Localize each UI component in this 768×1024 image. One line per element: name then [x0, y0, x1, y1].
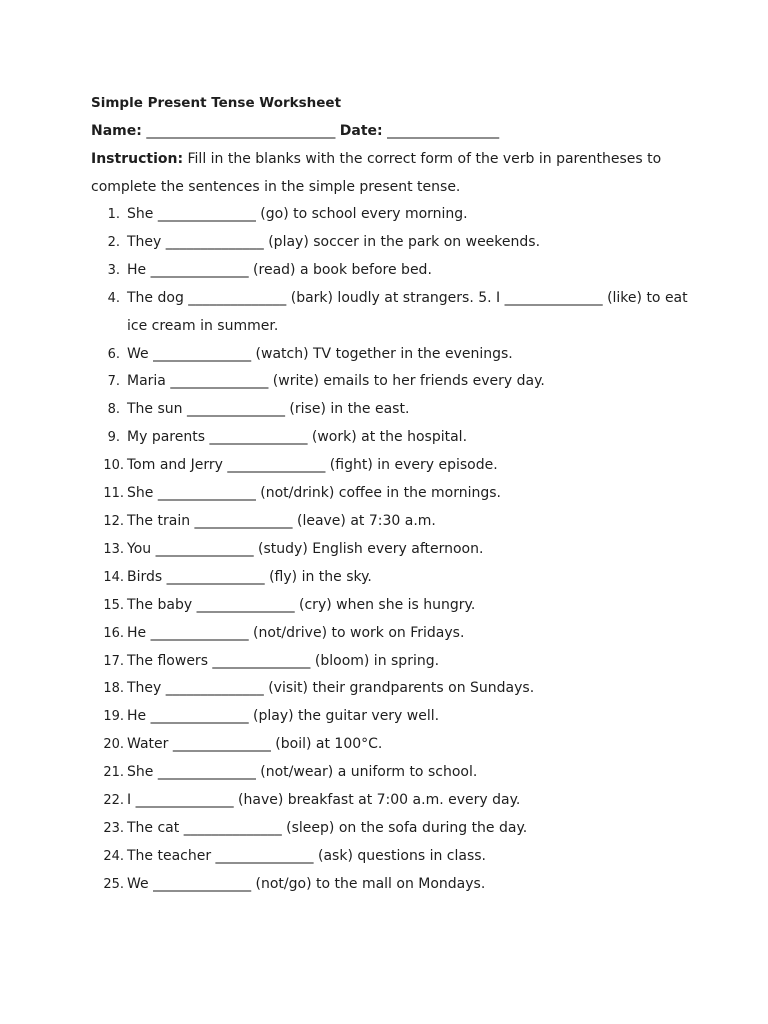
date-label: Date: — [339, 123, 383, 139]
name-date-line — [91, 117, 691, 145]
question-number: 18. — [103, 681, 124, 697]
question-number: 19. — [103, 709, 124, 725]
question-text: They ______________ (play) soccer in the park on weekends. — [127, 233, 541, 250]
question-item — [91, 815, 692, 843]
name-label: Name: — [91, 123, 142, 139]
question-number: 25. — [103, 876, 124, 892]
question-text: I ______________ (have) breakfast at 7:00 a.m. every day. — [127, 792, 521, 809]
question-number: 7. — [107, 374, 120, 390]
question-item — [91, 787, 692, 815]
question-text: We ______________ (watch) TV together in the evenings. — [127, 345, 513, 362]
worksheet-title: Simple Present Tense Worksheet — [91, 95, 342, 111]
question-number: 3. — [107, 262, 120, 278]
question-number: 21. — [103, 765, 124, 781]
question-number: 2. — [107, 234, 120, 250]
instruction-paragraph — [91, 145, 676, 201]
question-text: He ______________ (read) a book before bed. — [127, 261, 432, 278]
question-number: 13. — [103, 541, 124, 557]
question-text: The train ______________ (leave) at 7:30 a.m. — [127, 512, 436, 529]
question-number: 22. — [103, 793, 124, 809]
question-text: The sun ______________ (rise) in the east. — [127, 401, 410, 418]
question-number: 20. — [103, 737, 124, 753]
question-item — [91, 592, 692, 620]
question-text: Birds ______________ (fly) in the sky. — [127, 568, 372, 585]
question-text: He ______________ (not/drive) to work on Fridays. — [127, 624, 465, 641]
question-text: My parents ______________ (work) at the hospital. — [127, 429, 468, 446]
question-item — [91, 368, 692, 396]
question-item — [91, 731, 692, 759]
question-text: She ______________ (not/wear) a uniform to school. — [127, 764, 478, 781]
question-text: Water ______________ (boil) at 100°C. — [127, 736, 383, 753]
question-item — [91, 257, 692, 285]
question-item — [91, 341, 692, 369]
date-blank: ________________ — [387, 123, 500, 139]
question-item — [91, 480, 692, 508]
question-text: Maria ______________ (write) emails to her friends every day. — [127, 373, 545, 390]
question-text: The cat ______________ (sleep) on the sofa during the day. — [127, 819, 528, 836]
question-number: 8. — [107, 402, 120, 418]
question-text: She ______________ (go) to school every morning. — [127, 206, 468, 222]
question-number: 9. — [107, 430, 120, 446]
question-item — [91, 871, 692, 899]
question-text: The baby ______________ (cry) when she is hungry. — [127, 596, 476, 613]
question-item — [91, 759, 692, 787]
question-number: 4. — [107, 290, 120, 306]
question-text: The dog ______________ (bark) loudly at strangers. 5. I ______________ (like) to eat ice cream in summer. — [127, 289, 688, 334]
question-item — [91, 452, 692, 480]
question-number: 6. — [107, 346, 120, 362]
question-item — [91, 843, 692, 871]
question-item — [91, 564, 692, 592]
question-item — [91, 675, 692, 703]
question-item — [91, 424, 692, 452]
question-item — [91, 396, 692, 424]
question-item — [91, 229, 692, 257]
question-number: 17. — [103, 653, 124, 669]
question-item — [91, 508, 692, 536]
question-item — [91, 703, 692, 731]
question-number: 11. — [103, 486, 124, 502]
question-list — [91, 201, 691, 899]
question-number: 1. — [107, 207, 120, 222]
question-text: She ______________ (not/drink) coffee in the mornings. — [127, 485, 502, 502]
question-text: The flowers ______________ (bloom) in spring. — [127, 652, 440, 669]
question-text: They ______________ (visit) their grandparents on Sundays. — [127, 680, 535, 697]
question-number: 10. — [103, 458, 124, 474]
question-text: We ______________ (not/go) to the mall on Mondays. — [127, 875, 486, 892]
question-text: Tom and Jerry ______________ (fight) in every episode. — [127, 457, 498, 474]
question-number: 16. — [103, 625, 124, 641]
question-item — [91, 620, 692, 648]
instruction-label: Instruction: — [91, 151, 184, 167]
question-number: 23. — [103, 820, 124, 836]
instruction-text: Fill in the blanks with the correct form of the verb in parentheses to complete the sentences in the simple present tense. — [91, 151, 662, 195]
question-text: You ______________ (study) English every afternoon. — [127, 540, 484, 557]
name-blank: ___________________________ — [146, 123, 336, 139]
question-number: 15. — [103, 597, 124, 613]
question-number: 12. — [103, 513, 124, 529]
question-text: He ______________ (play) the guitar very well. — [127, 708, 440, 725]
question-item — [91, 285, 692, 341]
question-number: 24. — [103, 848, 124, 864]
question-number: 14. — [103, 569, 124, 585]
question-item — [91, 201, 692, 229]
question-text: The teacher ______________ (ask) questions in class. — [127, 847, 487, 864]
worksheet-page — [91, 89, 691, 899]
question-item — [91, 536, 692, 564]
question-item — [91, 648, 692, 676]
